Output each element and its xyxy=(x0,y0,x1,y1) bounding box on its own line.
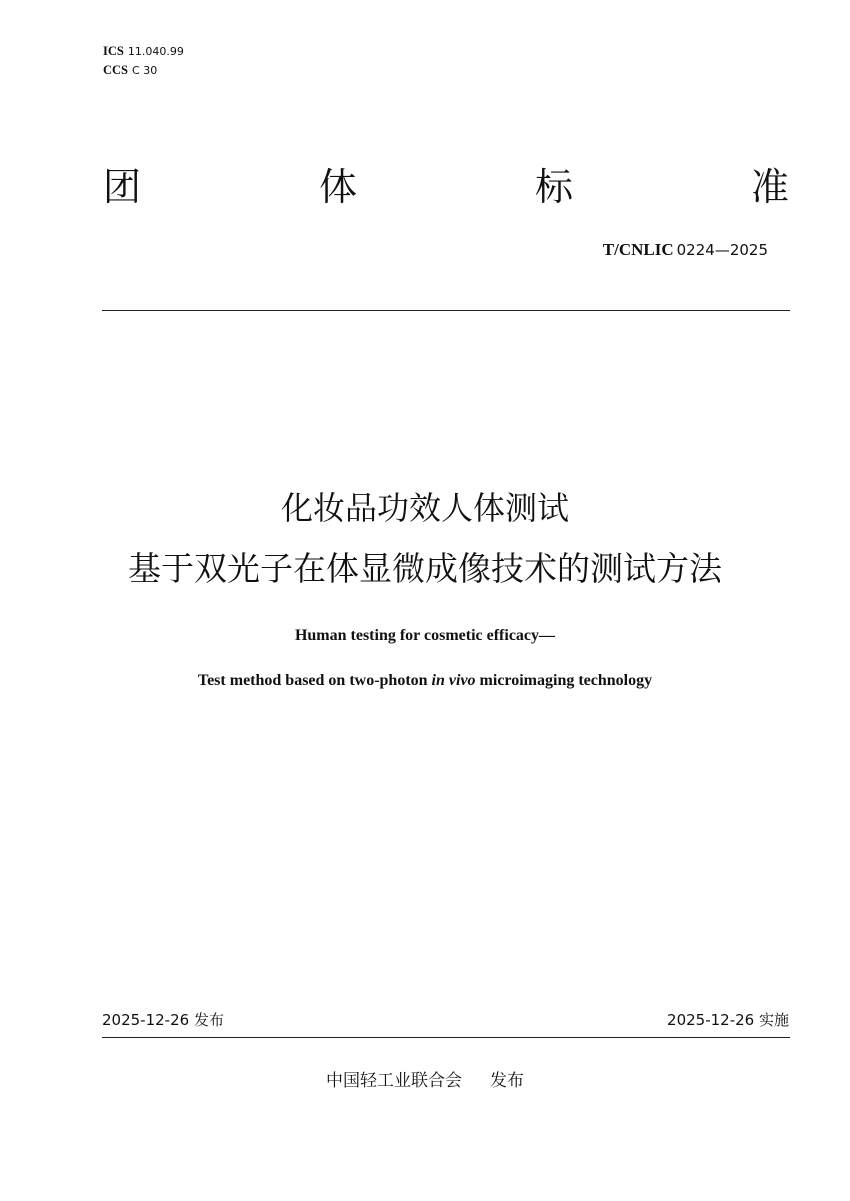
standard-type-heading xyxy=(103,160,789,214)
ccs-value: C 30 xyxy=(132,64,158,77)
chinese-title-line-2: 基于双光子在体显微成像技术的测试方法 xyxy=(128,549,722,588)
standard-number xyxy=(603,240,768,260)
header-divider xyxy=(102,310,790,311)
ics-code xyxy=(103,44,184,59)
english-title-italic: in vivo xyxy=(431,672,476,689)
publisher xyxy=(0,1069,850,1093)
standard-type-char: 标 xyxy=(534,165,573,209)
publish-date: 2025-12-26 发布 xyxy=(102,1011,224,1029)
standard-type-char: 准 xyxy=(750,165,789,209)
english-title-line-1: Human testing for cosmetic efficacy— xyxy=(294,627,556,644)
ics-value: 11.040.99 xyxy=(127,45,184,58)
publisher-action: 发布 xyxy=(490,1071,524,1091)
english-title-line-2 xyxy=(0,671,850,691)
implement-date: 2025-12-26 实施 xyxy=(667,1011,789,1029)
standard-type-char: 体 xyxy=(318,165,357,209)
english-title-part: Test method based on two-photon xyxy=(197,672,432,689)
standard-number-prefix: T/CNLIC xyxy=(602,240,674,259)
publisher-name: 中国轻工业联合会 xyxy=(326,1071,462,1091)
english-title-part: microimaging technology xyxy=(475,672,653,689)
ics-label: ICS xyxy=(103,44,124,58)
footer-divider xyxy=(102,1037,790,1038)
ccs-label: CCS xyxy=(103,63,129,77)
chinese-title-line-1: 化妆品功效人体测试 xyxy=(280,489,569,527)
ccs-code xyxy=(103,63,157,78)
standard-number-value: 0224—2025 xyxy=(676,241,768,259)
standard-type-char: 团 xyxy=(103,165,142,209)
